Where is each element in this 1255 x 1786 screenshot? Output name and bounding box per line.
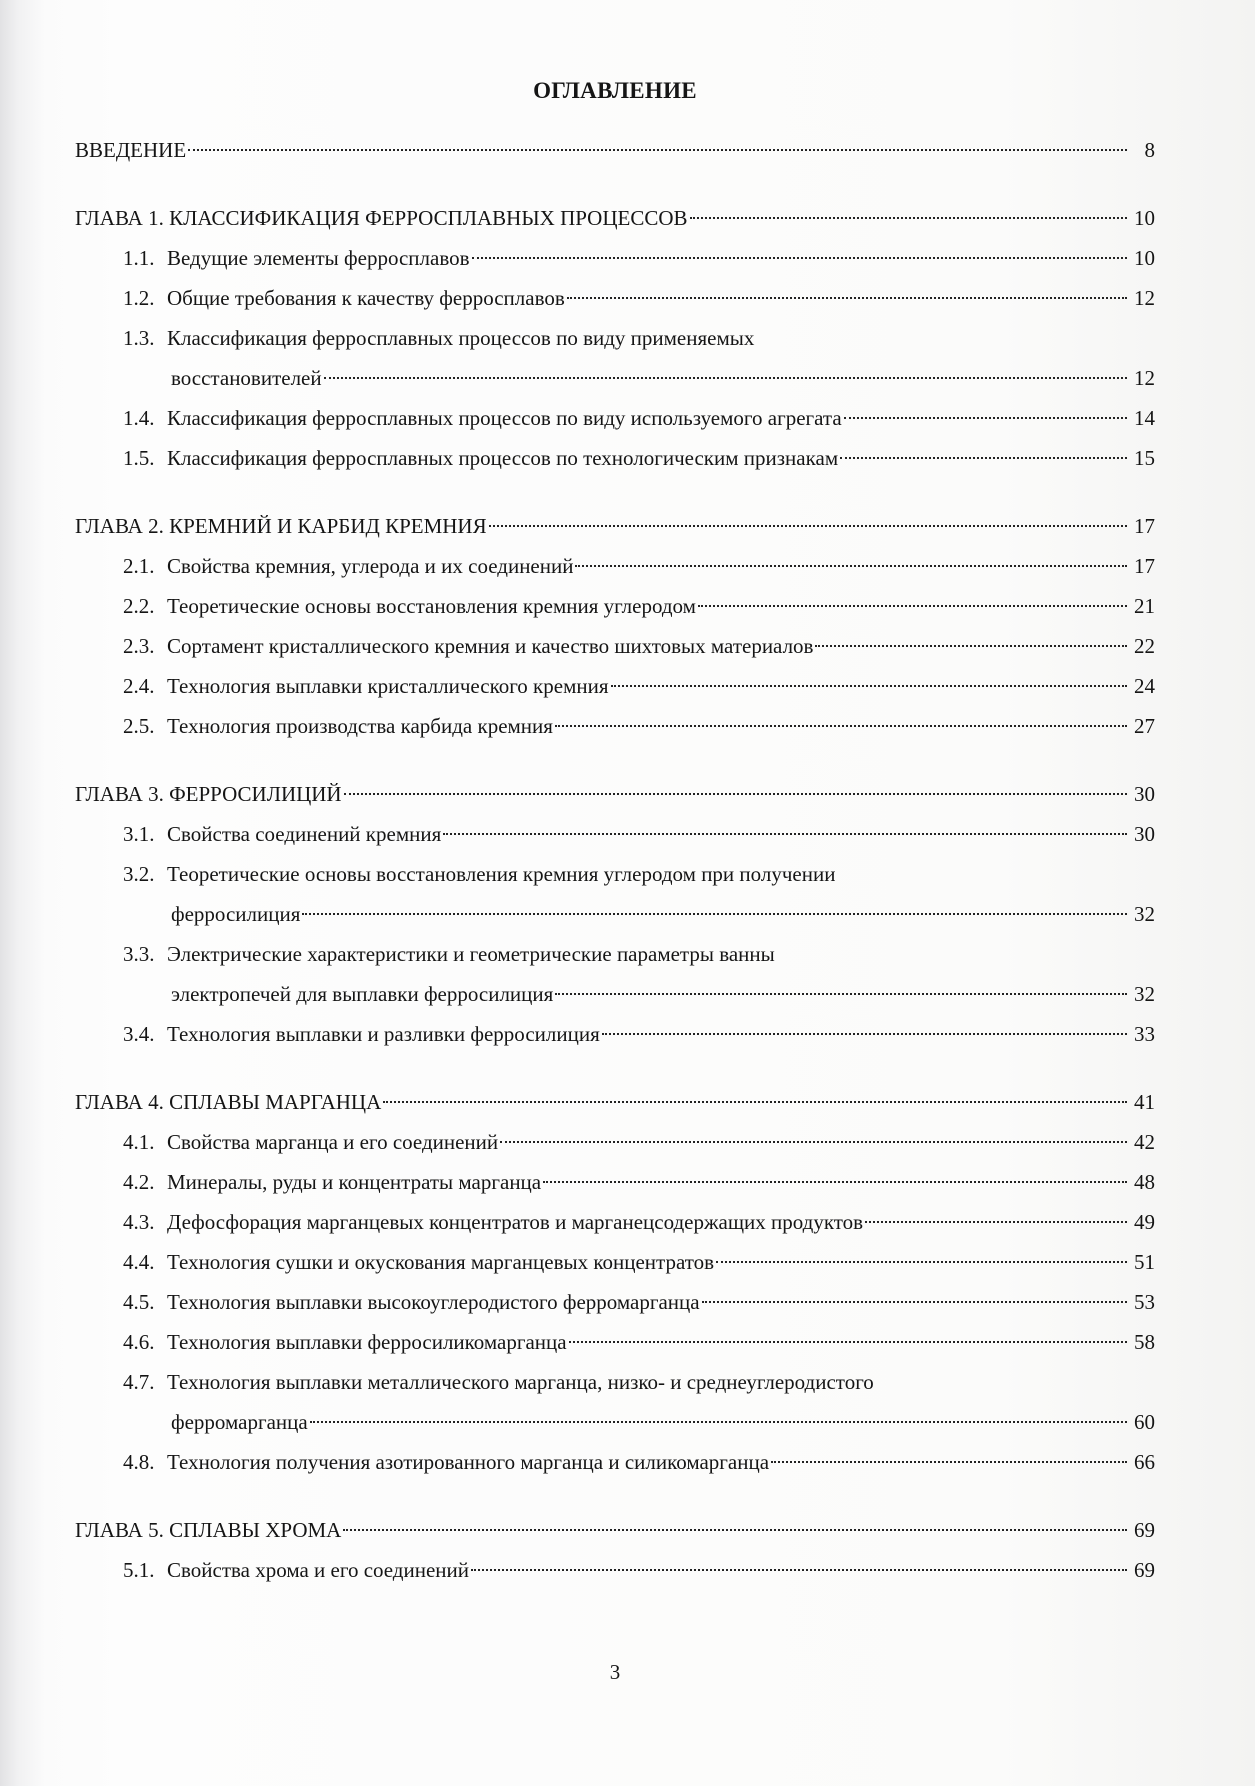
chapter-line <box>75 1510 1155 1550</box>
toc-entry-chapter[interactable] <box>75 506 1155 546</box>
dot-leader <box>543 1180 1127 1183</box>
section-text: Свойства марганца и его соединений <box>167 1130 499 1154</box>
section-page: 42 <box>1134 1130 1155 1154</box>
toc-entry-section[interactable] <box>75 586 1155 626</box>
dot-leader <box>344 792 1127 795</box>
toc-entry-section[interactable] <box>75 238 1155 278</box>
section-page: 51 <box>1134 1250 1155 1274</box>
dot-leader <box>840 456 1127 459</box>
toc-entry-chapter[interactable] <box>75 774 1155 814</box>
section-page: 49 <box>1134 1210 1155 1234</box>
dot-leader <box>555 992 1127 995</box>
dot-leader <box>815 644 1127 647</box>
toc-entry-section[interactable] <box>75 1550 1155 1590</box>
page-number: 3 <box>609 1660 621 1684</box>
section-text: Технология выплавки кристаллического кремния <box>167 674 609 698</box>
section-text: Технология получения азотированного марганца и силикомарганца <box>167 1450 770 1474</box>
section-number: 3.4. <box>123 1022 155 1046</box>
toc-entry-section[interactable] <box>75 1442 1155 1482</box>
chapter-page: 10 <box>1134 206 1155 230</box>
section-number: 1.4. <box>123 406 155 430</box>
section-line <box>75 238 1155 278</box>
dot-leader <box>324 376 1127 379</box>
chapter-line <box>75 774 1155 814</box>
section-line <box>75 1162 1155 1202</box>
section-text: Теоретические основы восстановления кремния углеродом при получении <box>167 862 836 886</box>
toc-entry-introduction[interactable] <box>75 130 1155 170</box>
chapter-page: 30 <box>1134 782 1155 806</box>
chapter-line <box>75 1082 1155 1122</box>
dot-leader <box>702 1300 1127 1303</box>
toc-entry-section[interactable] <box>75 814 1155 854</box>
toc-entry-section[interactable] <box>75 1242 1155 1282</box>
dot-leader <box>771 1460 1127 1463</box>
chapter-line <box>75 198 1155 238</box>
section-first-line <box>75 318 1155 358</box>
toc-entry-section[interactable] <box>75 546 1155 586</box>
section-line <box>75 1282 1155 1322</box>
section-page: 53 <box>1134 1290 1155 1314</box>
section-line <box>75 706 1155 746</box>
toc-entry-section[interactable] <box>75 1014 1155 1054</box>
section-page: 12 <box>1134 286 1155 310</box>
section-text: Теоретические основы восстановления кремния углеродом <box>167 594 696 618</box>
dot-leader <box>602 1032 1127 1035</box>
dot-leader <box>472 256 1127 259</box>
toc-entry-section[interactable] <box>75 934 1155 1014</box>
section-line <box>75 1550 1155 1590</box>
section-line <box>75 1242 1155 1282</box>
toc-entry-section[interactable] <box>75 278 1155 318</box>
table-of-contents <box>75 130 1155 1590</box>
section-page: 69 <box>1134 1558 1155 1582</box>
section-line <box>75 1122 1155 1162</box>
section-number: 1.1. <box>123 246 155 270</box>
section-page: 14 <box>1134 406 1155 430</box>
section-continuation-line <box>75 974 1155 1014</box>
section-continuation-line <box>75 894 1155 934</box>
section-first-line <box>75 1362 1155 1402</box>
section-text: Технология выплавки высокоуглеродистого ферромарганца <box>167 1290 700 1314</box>
section-line <box>75 1442 1155 1482</box>
section-text: Дефосфорация марганцевых концентратов и марганецсодержащих продуктов <box>167 1210 864 1234</box>
dot-leader <box>865 1220 1127 1223</box>
dot-leader <box>188 148 1127 151</box>
toc-entry-section[interactable] <box>75 854 1155 934</box>
section-first-line <box>75 854 1155 894</box>
dot-leader <box>575 564 1127 567</box>
section-text: Минералы, руды и концентраты марганца <box>167 1170 542 1194</box>
section-text: Технология сушки и окускования марганцевых концентратов <box>167 1250 715 1274</box>
section-line <box>75 626 1155 666</box>
chapter-page: 69 <box>1134 1518 1155 1542</box>
section-page: 27 <box>1134 714 1155 738</box>
dot-leader <box>500 1140 1127 1143</box>
section-first-line <box>75 934 1155 974</box>
chapter-text: ГЛАВА 5. СПЛАВЫ ХРОМА <box>75 1518 342 1542</box>
section-continuation-page: 32 <box>1134 902 1155 926</box>
section-line <box>75 586 1155 626</box>
section-text: Свойства соединений кремния <box>167 822 442 846</box>
toc-entry-chapter[interactable] <box>75 1082 1155 1122</box>
section-text: Свойства кремния, углерода и их соединений <box>167 554 574 578</box>
section-page: 21 <box>1134 594 1155 618</box>
section-continuation-page: 60 <box>1134 1410 1155 1434</box>
dot-leader <box>310 1420 1127 1423</box>
toc-entry-section[interactable] <box>75 1122 1155 1162</box>
section-line <box>75 438 1155 478</box>
chapter-line <box>75 506 1155 546</box>
toc-entry-chapter[interactable] <box>75 1510 1155 1550</box>
section-continuation-text: электропечей для выплавки ферросилиция <box>171 982 554 1006</box>
chapter-text: ГЛАВА 3. ФЕРРОСИЛИЦИЙ <box>75 782 342 806</box>
toc-entry-section[interactable] <box>75 706 1155 746</box>
toc-entry-section[interactable] <box>75 398 1155 438</box>
section-page: 22 <box>1134 634 1155 658</box>
toc-heading: ОГЛАВЛЕНИЕ <box>533 78 697 103</box>
section-line <box>75 1014 1155 1054</box>
section-text: Свойства хрома и его соединений <box>167 1558 470 1582</box>
section-continuation-page: 32 <box>1134 982 1155 1006</box>
section-number: 1.3. <box>123 326 155 350</box>
section-number: 4.6. <box>123 1330 155 1354</box>
section-number: 2.3. <box>123 634 155 658</box>
section-text: Классификация ферросплавных процессов по виду применяемых <box>167 326 755 350</box>
section-number: 4.2. <box>123 1170 155 1194</box>
section-page: 17 <box>1134 554 1155 578</box>
section-page: 30 <box>1134 822 1155 846</box>
section-page: 15 <box>1134 446 1155 470</box>
section-number: 4.3. <box>123 1210 155 1234</box>
section-line <box>75 1322 1155 1362</box>
introduction-page: 8 <box>1144 138 1155 162</box>
section-text: Электрические характеристики и геометрические параметры ванны <box>167 942 775 966</box>
section-continuation-page: 12 <box>1134 366 1155 390</box>
section-number: 4.1. <box>123 1130 155 1154</box>
section-number: 1.2. <box>123 286 155 310</box>
chapter-text: ГЛАВА 1. КЛАССИФИКАЦИЯ ФЕРРОСПЛАВНЫХ ПРОЦЕССОВ <box>75 206 688 230</box>
introduction-line <box>75 130 1155 170</box>
section-text: Технология выплавки ферросиликомарганца <box>167 1330 567 1354</box>
section-page: 10 <box>1134 246 1155 270</box>
section-page: 24 <box>1134 674 1155 698</box>
section-number: 3.1. <box>123 822 155 846</box>
section-text: Общие требования к качеству ферросплавов <box>167 286 565 310</box>
toc-entry-chapter[interactable] <box>75 198 1155 238</box>
toc-entry-section[interactable] <box>75 1362 1155 1442</box>
chapter-page: 41 <box>1134 1090 1155 1114</box>
section-number: 2.1. <box>123 554 155 578</box>
section-number: 5.1. <box>123 1558 155 1582</box>
dot-leader <box>690 216 1127 219</box>
section-continuation-text: ферросилиция <box>171 902 301 926</box>
toc-entry-section[interactable] <box>75 1162 1155 1202</box>
section-text: Технология производства карбида кремния <box>167 714 553 738</box>
section-continuation-line <box>75 358 1155 398</box>
section-number: 3.3. <box>123 942 155 966</box>
section-number: 4.7. <box>123 1370 155 1394</box>
section-number: 1.5. <box>123 446 155 470</box>
toc-entry-section[interactable] <box>75 318 1155 398</box>
section-line <box>75 398 1155 438</box>
section-page: 48 <box>1134 1170 1155 1194</box>
dot-leader <box>844 416 1127 419</box>
section-line <box>75 546 1155 586</box>
section-text: Классификация ферросплавных процессов по технологическим признакам <box>167 446 839 470</box>
toc-entry-section[interactable] <box>75 1282 1155 1322</box>
dot-leader <box>343 1528 1127 1531</box>
dot-leader <box>471 1568 1127 1571</box>
section-text: Классификация ферросплавных процессов по виду используемого агрегата <box>167 406 842 430</box>
section-line <box>75 278 1155 318</box>
section-number: 4.5. <box>123 1290 155 1314</box>
toc-entry-section[interactable] <box>75 626 1155 666</box>
chapter-page: 17 <box>1134 514 1155 538</box>
dot-leader <box>698 604 1127 607</box>
dot-leader <box>443 832 1127 835</box>
section-number: 4.8. <box>123 1450 155 1474</box>
toc-entry-section[interactable] <box>75 666 1155 706</box>
section-number: 2.2. <box>123 594 155 618</box>
dot-leader <box>489 524 1127 527</box>
section-text: Технология выплавки металлического марганца, низко- и среднеуглеродистого <box>167 1370 874 1394</box>
dot-leader <box>567 296 1127 299</box>
section-number: 3.2. <box>123 862 155 886</box>
section-page: 66 <box>1134 1450 1155 1474</box>
dot-leader <box>569 1340 1127 1343</box>
section-number: 2.4. <box>123 674 155 698</box>
section-continuation-text: восстановителей <box>171 366 322 390</box>
chapter-text: ГЛАВА 4. СПЛАВЫ МАРГАНЦА <box>75 1090 382 1114</box>
toc-entry-section[interactable] <box>75 438 1155 478</box>
section-text: Ведущие элементы ферросплавов <box>167 246 470 270</box>
section-continuation-text: ферромарганца <box>171 1410 308 1434</box>
chapter-text: ГЛАВА 2. КРЕМНИЙ И КАРБИД КРЕМНИЯ <box>75 514 487 538</box>
toc-entry-section[interactable] <box>75 1202 1155 1242</box>
section-line <box>75 666 1155 706</box>
section-line <box>75 814 1155 854</box>
section-line <box>75 1202 1155 1242</box>
section-text: Сортамент кристаллического кремния и качество шихтовых материалов <box>167 634 814 658</box>
section-text: Технология выплавки и разливки ферросилиция <box>167 1022 600 1046</box>
section-number: 4.4. <box>123 1250 155 1274</box>
introduction-text: ВВЕДЕНИЕ <box>75 138 187 162</box>
section-number: 2.5. <box>123 714 155 738</box>
section-page: 58 <box>1134 1330 1155 1354</box>
dot-leader <box>555 724 1127 727</box>
section-continuation-line <box>75 1402 1155 1442</box>
dot-leader <box>383 1100 1127 1103</box>
dot-leader <box>302 912 1127 915</box>
dot-leader <box>716 1260 1127 1263</box>
section-page: 33 <box>1134 1022 1155 1046</box>
toc-entry-section[interactable] <box>75 1322 1155 1362</box>
dot-leader <box>611 684 1128 687</box>
